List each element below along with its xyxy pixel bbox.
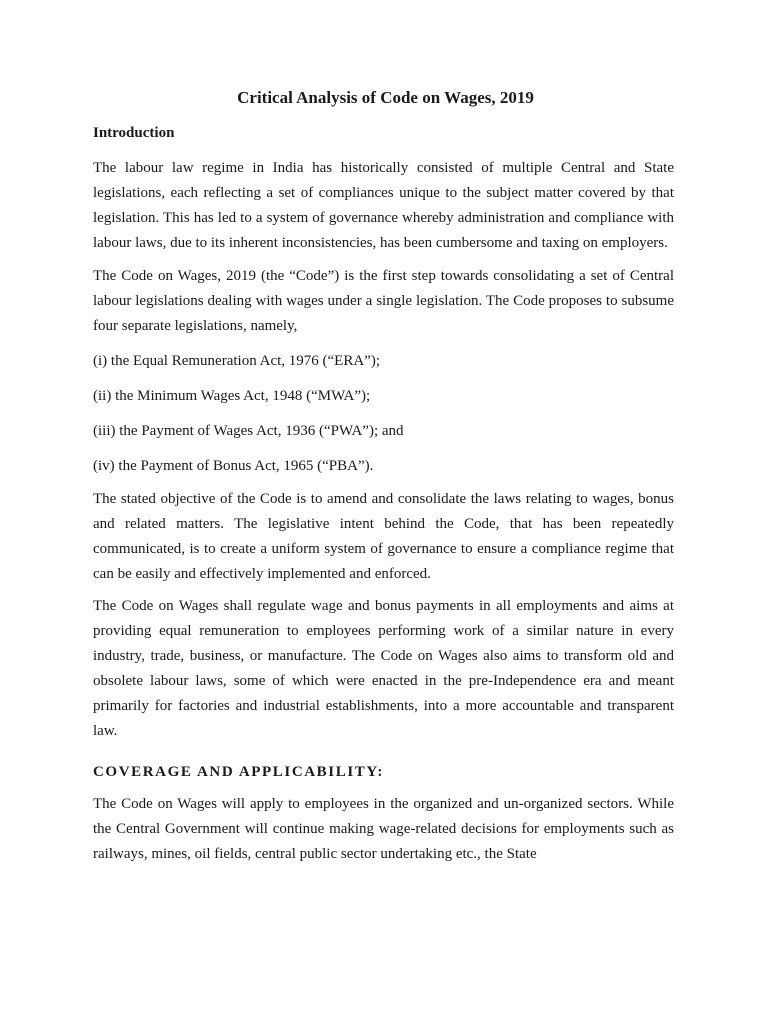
list-item-era: (i) the Equal Remuneration Act, 1976 (“ERA”); bbox=[93, 353, 380, 369]
coverage-heading: COVERAGE AND APPLICABILITY: bbox=[93, 764, 385, 780]
list-item-pba: (iv) the Payment of Bonus Act, 1965 (“PBA”). bbox=[93, 458, 374, 474]
coverage-paragraph: The Code on Wages will apply to employees in the organized and un-organized sectors. While the Central Government will continue making wage-related decisions for employments such as railways, mines, oil fields, central public sector undertaking etc., the State bbox=[93, 796, 674, 862]
document-title: Critical Analysis of Code on Wages, 2019 bbox=[237, 88, 534, 107]
list-item-pwa: (iii) the Payment of Wages Act, 1936 (“PWA”); and bbox=[93, 423, 404, 439]
introduction-heading: Introduction bbox=[93, 125, 175, 141]
document-body bbox=[93, 86, 674, 867]
regulation-paragraph: The Code on Wages shall regulate wage and bonus payments in all employments and aims at providing equal remuneration to employees performing work of a similar nature in every industry, trade, business, or manufacture. The Code on Wages also aims to transform old and obsolete labour laws, some of which were enacted in the pre-Independence era and meant primarily for factories and industrial establishments, into a more accountable and transparent law. bbox=[93, 598, 674, 739]
list-item-mwa: (ii) the Minimum Wages Act, 1948 (“MWA”); bbox=[93, 388, 371, 404]
objective-paragraph: The stated objective of the Code is to amend and consolidate the laws relating to wages, bonus and related matters. The legislative intent behind the Code, that has been repeatedly communicated, is to create a uniform system of governance to ensure a compliance regime that can be easily and effectively implemented and enforced. bbox=[93, 491, 674, 582]
intro-paragraph-2: The Code on Wages, 2019 (the “Code”) is the first step towards consolidating a set of Central labour legislations dealing with wages under a single legislation. The Code proposes to subsume four separate legislations, namely, bbox=[93, 268, 674, 334]
intro-paragraph-1: The labour law regime in India has historically consisted of multiple Central and State legislations, each reflecting a set of compliances unique to the subject matter covered by that legislation. This has led to a system of governance whereby administration and compliance with labour laws, due to its inherent inconsistencies, has been cumbersome and taxing on employers. bbox=[93, 160, 674, 251]
